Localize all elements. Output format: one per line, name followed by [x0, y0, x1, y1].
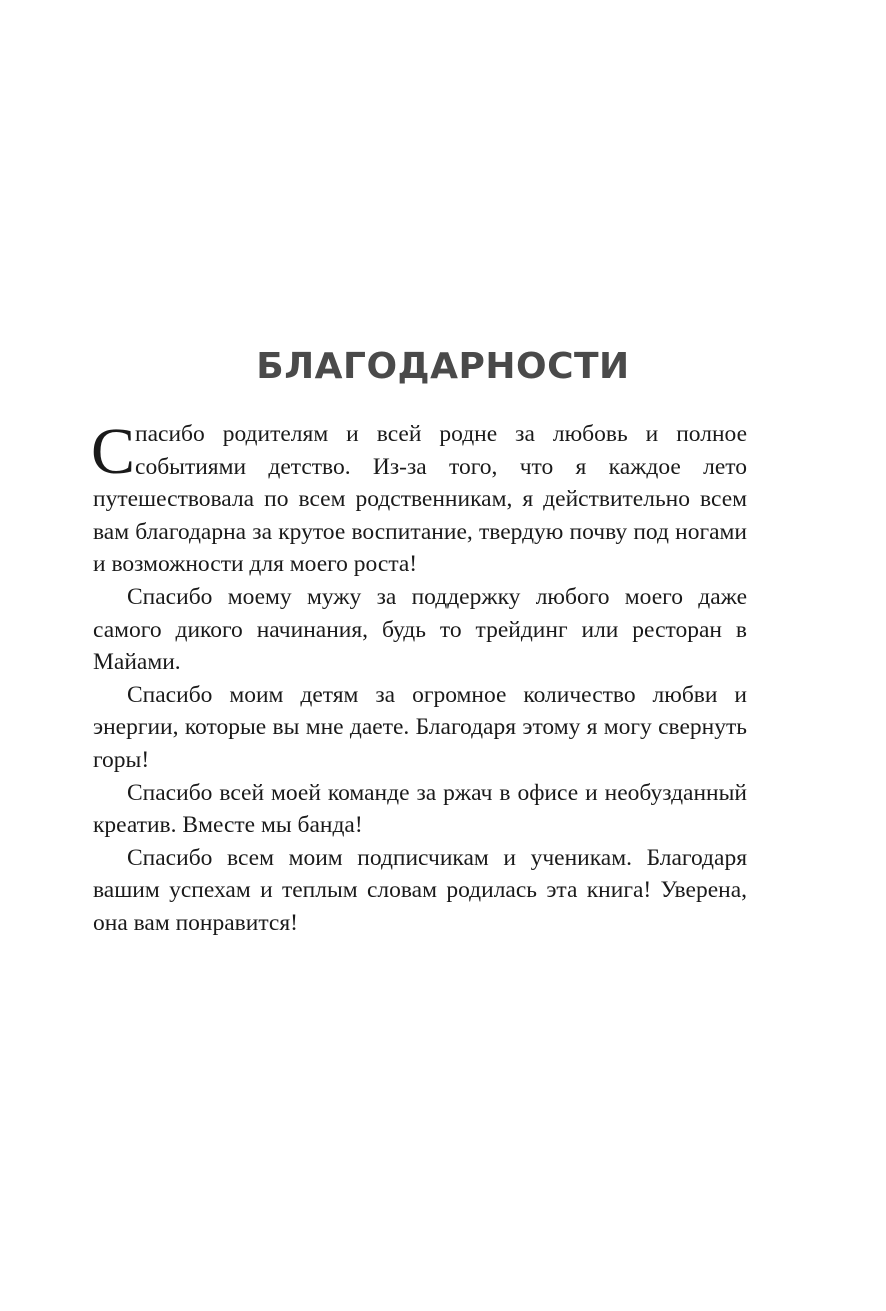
- paragraph-children: Спасибо моим детям за огромное количество любви и энергии, которые вы мне даете. Благодаря этому я могу свернуть горы!: [93, 681, 747, 773]
- paragraph-husband: Спасибо моему мужу за поддержку любого моего даже самого дикого начинания, будь то трейдинг или ресторан в Майами.: [93, 583, 747, 676]
- page-title: БЛАГОДАРНОСТИ: [256, 346, 630, 387]
- acknowledgements-text: [91, 415, 747, 940]
- paragraph-followers: Спасибо всем моим подписчикам и ученикам. Благодаря вашим успехам и теплым словам родилась эта книга! Уверена, она вам понравится!: [93, 844, 747, 936]
- drop-cap-letter: С: [91, 415, 136, 488]
- paragraph-parents: [91, 415, 747, 581]
- paragraph-team: Спасибо всей моей команде за ржач в офисе и необузданный креатив. Вместе мы банда!: [93, 779, 747, 839]
- paragraph-text: пасибо родителям и всей родне за любовь и полное событиями детство. Из-за того, что я каждое лето путешествовала по всем родственникам, я действительно всем вам благодарна за крутое воспитание, твердую почву под ногами и возможности для моего роста!: [93, 421, 747, 578]
